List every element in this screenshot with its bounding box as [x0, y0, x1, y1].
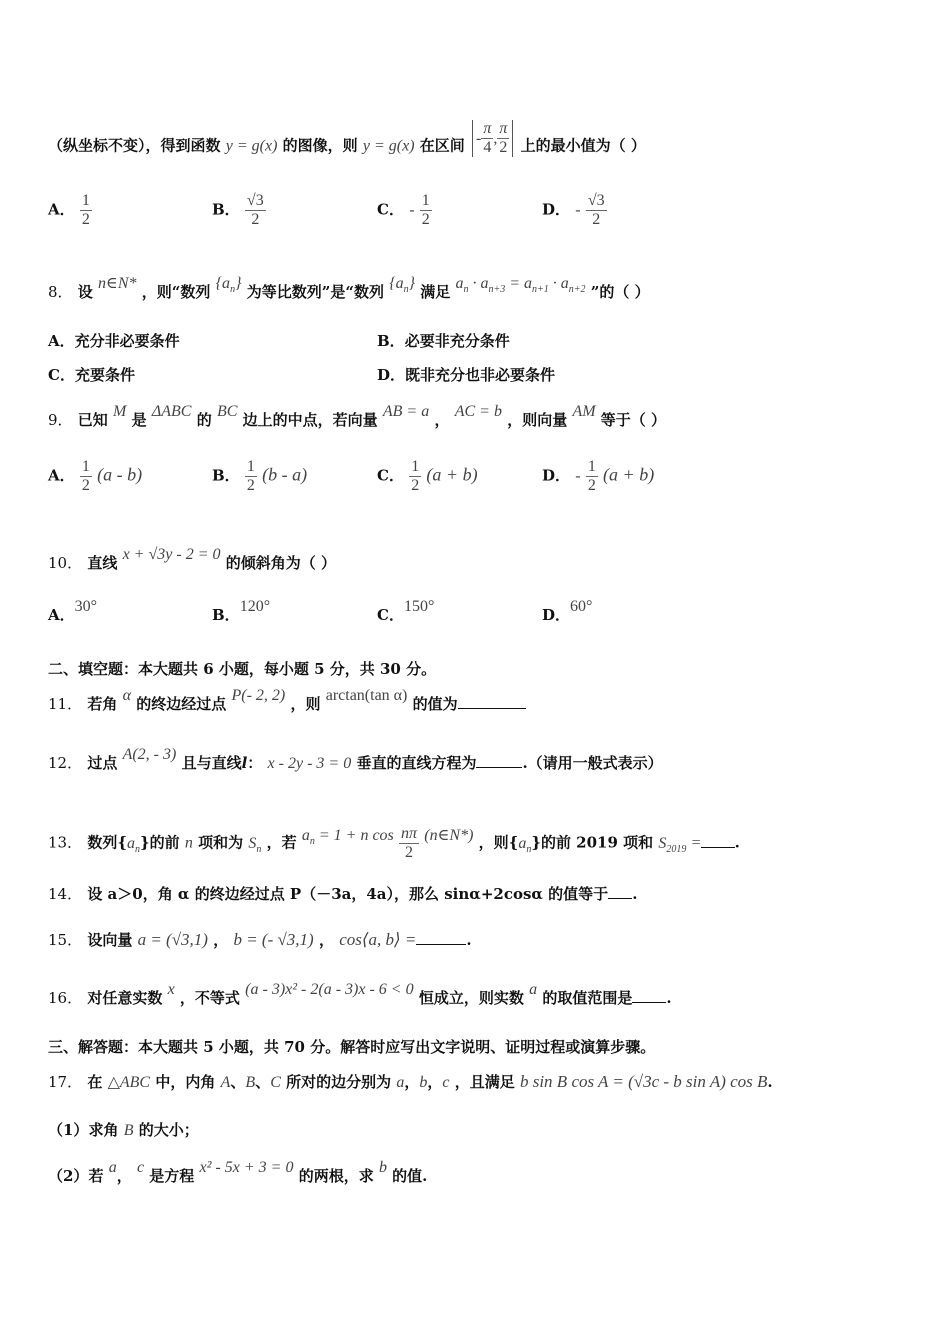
q8-option-b: B．必要非充分条件	[377, 332, 510, 350]
q16-stem: 16． 对任意实数 x ，不等式 (a - 3)x² - 2(a - 3)x - 6 < 0 恒成立，则实数 a 的取值范围是 .	[48, 981, 672, 1007]
q9-option-c: C． $\frac{1}{2}$ (a + b)	[377, 458, 478, 494]
q8-option-c: C．充要条件	[48, 366, 135, 384]
q15-stem: 15． 设向量 a = (√3,1) ， b = (- √3,1) ， cos⟨a, b⟩ = .	[48, 930, 472, 949]
answer-blank[interactable]	[458, 694, 526, 709]
q8-stem: 8． 设 n∈N* ，则“数列 $\{a_n\}$ 为等比数列”是“数列 $\{a_n\}$ 满足 $a_n \cdot a_{n+3} = a_{n+1} \cdot a_{n+2}$ ”的（ ）	[48, 275, 650, 301]
q17-part1: （1）求角 B 的大小；	[48, 1121, 199, 1139]
q8-option-d: D．既非充分也非必要条件	[377, 366, 556, 384]
q9-stem: 9． 已知 M 是 ΔABC 的 BC 边上的中点，若向量 AB = a ， AC = b ，则向量 AM 等于（ ）	[48, 403, 667, 429]
q7-option-a: A． $\frac{1}{2}$	[48, 192, 90, 228]
answer-blank[interactable]	[608, 884, 632, 899]
q7-stem: （纵坐标不变），得到函数 y = g(x) 的图像，则 y = g(x) 在区间 - $\frac{\pi}{4}$ , $\frac{\pi}{2}$ 上的最小值为（ ）	[48, 120, 646, 156]
q9-option-d: D． - $\frac{1}{2}$ (a + b)	[542, 458, 655, 494]
q11-stem: 11． 若角 α 的终边经过点 P(- 2, 2) ，则 arctan(tan α) 的值为	[48, 694, 526, 715]
q17-part2: （2）若 a， c 是方程 x² - 5x + 3 = 0 的两根，求 b 的值.	[48, 1159, 428, 1185]
q10-option-c: C．150°	[377, 598, 435, 624]
q10-stem: 10． 直线 x + √3y - 2 = 0 的倾斜角为（ ）	[48, 546, 336, 572]
q12-stem: 12． 过点 A(2, - 3) 且与直线l： x - 2y - 3 = 0 垂直的直线方程为 .（请用一般式表示）	[48, 746, 663, 772]
interval: - $\frac{\pi}{4}$ , $\frac{\pi}{2}$	[472, 120, 513, 157]
q14-stem: 14． 设 a＞0，角 α 的终边经过点 P（－3a，4a），那么 sinα+2cosα 的值等于 .	[48, 885, 638, 903]
q7-option-c: C． - $\frac{1}{2}$	[377, 192, 430, 228]
q9-option-a: A． $\frac{1}{2}$ (a - b)	[48, 458, 143, 494]
answer-blank[interactable]	[632, 988, 666, 1003]
section-heading-solutions: 三、解答题：本大题共 5 小题，共 70 分。解答时应写出文字说明、证明过程或演算步骤。	[48, 1038, 656, 1056]
answer-blank[interactable]	[701, 833, 735, 848]
q8-option-a: A．充分非必要条件	[48, 332, 180, 350]
q7-option-b: B． $\frac{√3}{2}$	[212, 192, 264, 228]
q17-stem: 17． 在 △ABC 中，内角 A、B、C 所对的边分别为 a，b，c ，且满足 b sin B cos A = (√3c - b sin A) cos B.	[48, 1072, 773, 1091]
q13-stem: 13． 数列$\{a_n\}$的前 n 项和为 $S_n$ ，若 $a_n = 1 + n$ cos $\frac{n\pi}{2}$ (n∈N*) ，则$\{a_n\}$的前 2019 项和 $S_{2019}$ = .	[48, 825, 740, 861]
q9-option-b: B． $\frac{1}{2}$ (b - a)	[212, 458, 308, 494]
q10-option-d: D．60°	[542, 598, 593, 624]
q7-option-d: D． - $\frac{√3}{2}$	[542, 192, 605, 228]
q10-option-b: B．120°	[212, 598, 271, 624]
answer-blank[interactable]	[476, 753, 522, 768]
answer-blank[interactable]	[416, 930, 466, 945]
section-heading-fill-in: 二、填空题：本大题共 6 小题，每小题 5 分，共 30 分。	[48, 660, 437, 678]
q10-option-a: A．30°	[48, 598, 98, 624]
